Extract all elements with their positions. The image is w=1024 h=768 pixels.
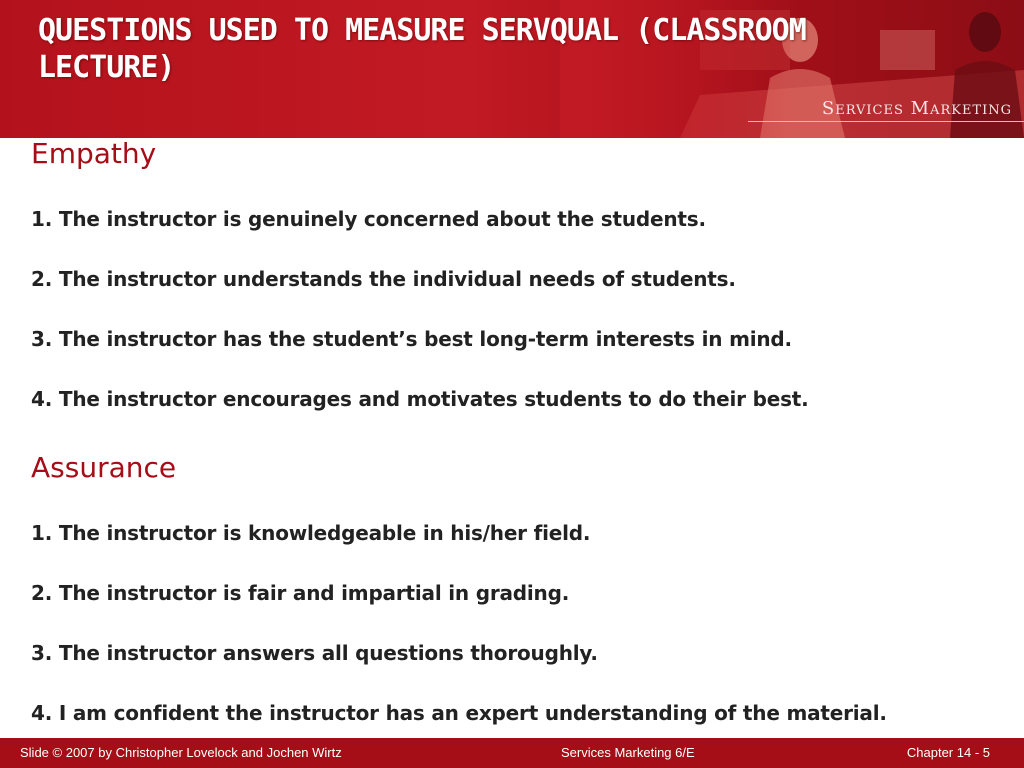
list-item: 2. The instructor understands the individual needs of students. (31, 267, 736, 291)
brand-divider (748, 121, 1024, 122)
footer-copyright: Slide © 2007 by Christopher Lovelock and Jochen Wirtz (20, 745, 342, 760)
list-item: 2. The instructor is fair and impartial in grading. (31, 581, 570, 605)
footer-slide-number: Chapter 14 - 5 (906, 745, 990, 760)
slide-title: QUESTIONS USED TO MEASURE SERVQUAL (CLASSROOM LECTURE) (38, 13, 806, 85)
list-item: 3. The instructor answers all questions thoroughly. (31, 641, 598, 665)
header-banner (0, 0, 1024, 138)
section-title-assurance: Assurance (31, 451, 177, 484)
footer-bar (0, 738, 1024, 768)
list-item: 3. The instructor has the student’s best long-term interests in mind. (31, 327, 792, 351)
brand-name: Services Marketing (821, 98, 1012, 119)
list-item: 1. The instructor is knowledgeable in his/her field. (31, 521, 591, 545)
list-item: 4. I am confident the instructor has an expert understanding of the material. (31, 701, 887, 725)
list-item: 4. The instructor encourages and motivates students to do their best. (31, 387, 809, 411)
list-item: 1. The instructor is genuinely concerned about the students. (31, 207, 706, 231)
section-title-empathy: Empathy (31, 137, 157, 170)
slide-content (31, 136, 1001, 726)
footer-book-title: Services Marketing 6/E (561, 745, 695, 760)
